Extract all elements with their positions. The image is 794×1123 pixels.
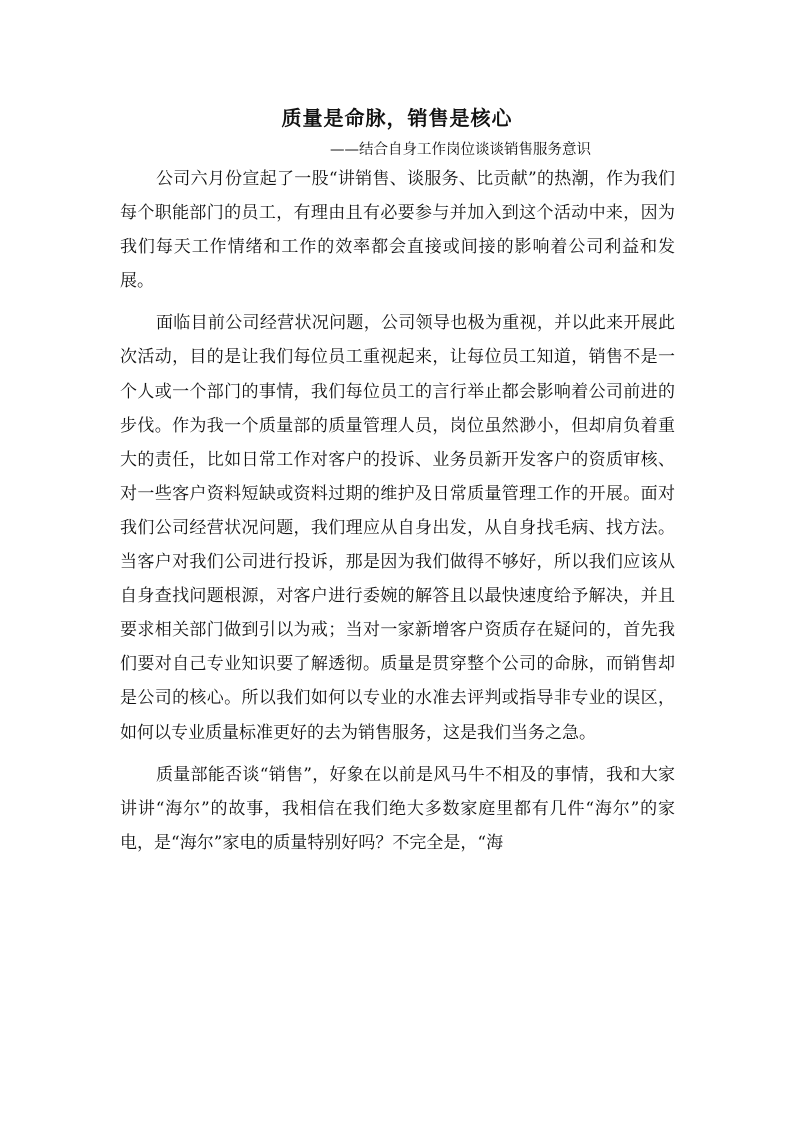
paragraph-3: 质量部能否谈“销售”，好象在以前是风马牛不相及的事情，我和大家讲讲“海尔”的故事，我相信在我们绝大多数家庭里都有几件“海尔”的家电，是“海尔”家电的质量特别好吗？不完全是，“海 <box>120 764 675 853</box>
paragraph-1: 公司六月份宣起了一股“讲销售、谈服务、比贡献”的热潮，作为我们每个职能部门的员工，有理由且有必要参与并加入到这个活动中来，因为我们每天工作情绪和工作的效率都会直接或间接的影响着公司利益和发展。 <box>120 169 675 292</box>
document-title: 质量是命脉，销售是核心 <box>281 106 513 130</box>
document-subtitle: ——结合自身工作岗位谈谈销售服务意识 <box>330 142 591 158</box>
document-body <box>120 162 675 860</box>
paragraph-2: 面临目前公司经营状况问题，公司领导也极为重视，并以此来开展此次活动，目的是让我们每位员工重视起来，让每位员工知道，销售不是一个人或一个部门的事情，我们每位员工的言行举止都会影响着公司前进的步伐。作为我一个质量部的质量管理人员，岗位虽然渺小，但却肩负着重大的责任，比如日常工作对客户的投诉、业务员新开发客户的资质审核、对一些客户资料短缺或资料过期的维护及日常质量管理工作的开展。面对我们公司经营状况问题，我们理应从自身出发，从自身找毛病、找方法。当客户对我们公司进行投诉，那是因为我们做得不够好，所以我们应该从自身查找问题根源，对客户进行委婉的解答且以最快速度给予解决，并且要求相关部门做到引以为戒；当对一家新增客户资质存在疑问的，首先我们要对自己专业知识要了解透彻。质量是贯穿整个公司的命脉，而销售却是公司的核心。所以我们如何以专业的水准去评判或指导非专业的误区，如何以专业质量标准更好的去为销售服务，这是我们当务之急。 <box>120 313 675 743</box>
